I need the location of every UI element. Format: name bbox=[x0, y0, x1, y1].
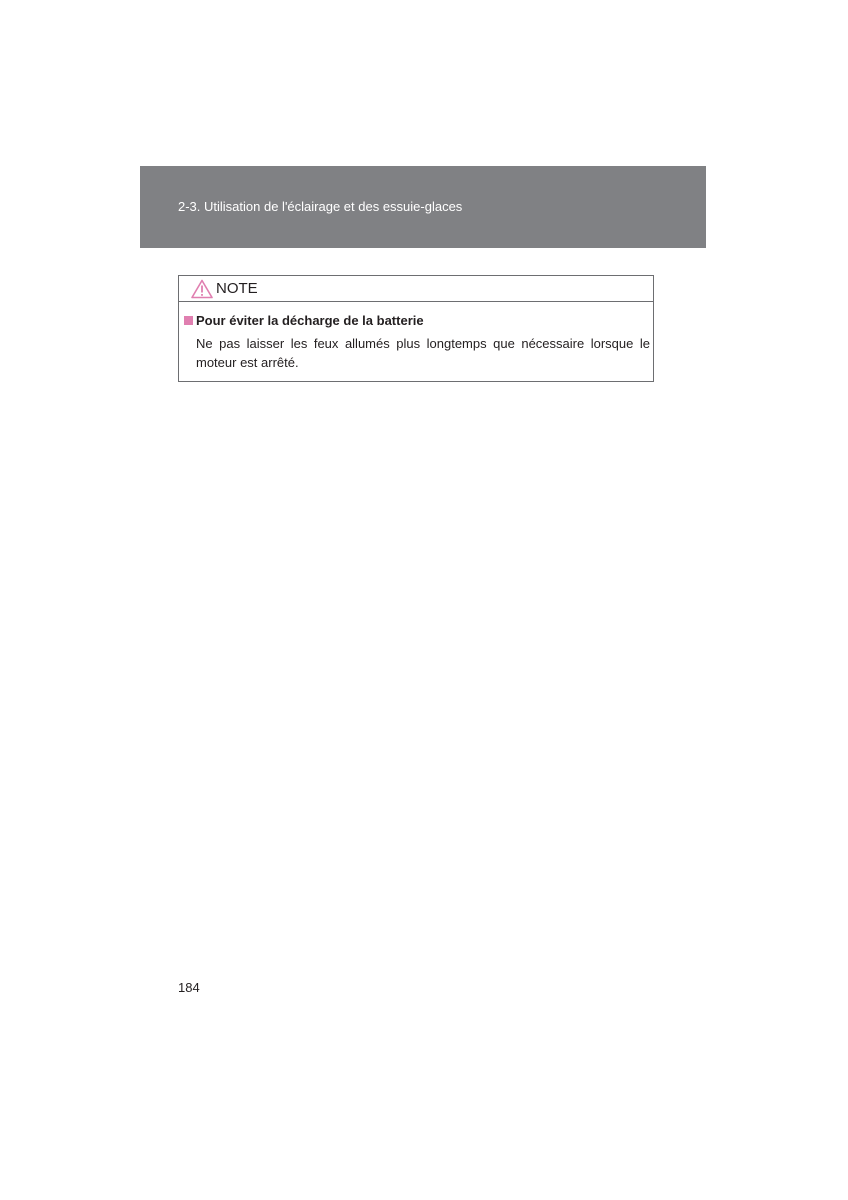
chapter-header-band bbox=[140, 166, 706, 248]
note-body: Ne pas laisser les feux allumés plus longtemps que nécessaire lorsque le moteur est arrêté. bbox=[196, 336, 650, 370]
page-number: 184 bbox=[178, 980, 200, 995]
bullet-square-icon bbox=[184, 316, 193, 325]
note-heading: Pour éviter la décharge de la batterie bbox=[196, 313, 424, 328]
chapter-title: 2-3. Utilisation de l'éclairage et des essuie-glaces bbox=[178, 199, 463, 214]
note-label: NOTE bbox=[216, 280, 258, 297]
note-box bbox=[178, 275, 654, 382]
note-header bbox=[179, 276, 653, 302]
warning-triangle-icon bbox=[191, 279, 213, 299]
